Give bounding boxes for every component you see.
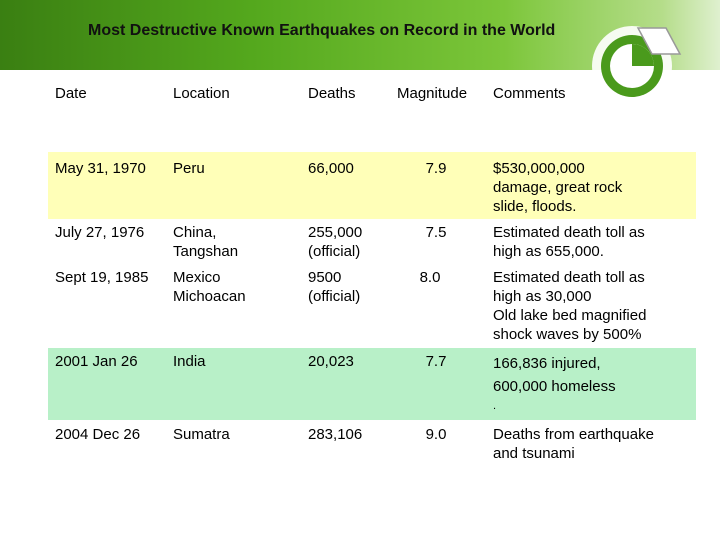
row-1-comments: $530,000,000 damage, great rock slide, floods. [493,160,623,215]
row-2-date: July 27, 1976 [55,224,145,241]
header-magnitude: Magnitude [397,85,468,102]
slide-title: Most Destructive Known Earthquakes on Record in the World [88,22,556,39]
header-deaths: Deaths [308,85,356,102]
row-2-deaths: 255,000 (official) [308,224,363,260]
row-5-deaths: 283,106 [308,426,363,443]
row-1-date: May 31, 1970 [55,160,146,177]
header-date: Date [55,85,87,102]
row-5-magnitude: 9.0 [425,426,447,443]
row-2-location: China, Tangshan [173,224,239,260]
row-2-comments: Estimated death toll as high as 655,000. [493,224,645,260]
row-4-location: India [173,353,206,370]
header-comments: Comments [493,85,566,102]
row-4-comments: 166,836 injured, 600,000 homeless . [493,355,616,412]
row-1-location: Peru [173,160,205,177]
row-4-magnitude: 7.7 [425,353,447,370]
header-location: Location [173,85,230,102]
pie-chart-logo-icon [586,14,686,110]
row-4-deaths: 20,023 [308,353,354,370]
row-3-magnitude: 8.0 [419,269,441,286]
row-5-comments: Deaths from earthquake and tsunami [493,426,654,462]
row-3-deaths: 9500 (official) [308,269,361,305]
row-3-comments: Estimated death toll as high as 30,000 Old lake bed magnified shock waves by 500% [493,269,647,343]
row-3-location: Mexico Michoacan [173,269,246,305]
row-5-location: Sumatra [173,426,230,443]
row-3-date: Sept 19, 1985 [55,269,149,286]
row-1-deaths: 66,000 [308,160,354,177]
row-5-date: 2004 Dec 26 [55,426,141,443]
row-4-date: 2001 Jan 26 [55,353,138,370]
row-2-magnitude: 7.5 [425,224,447,241]
row-1-magnitude: 7.9 [425,160,447,177]
